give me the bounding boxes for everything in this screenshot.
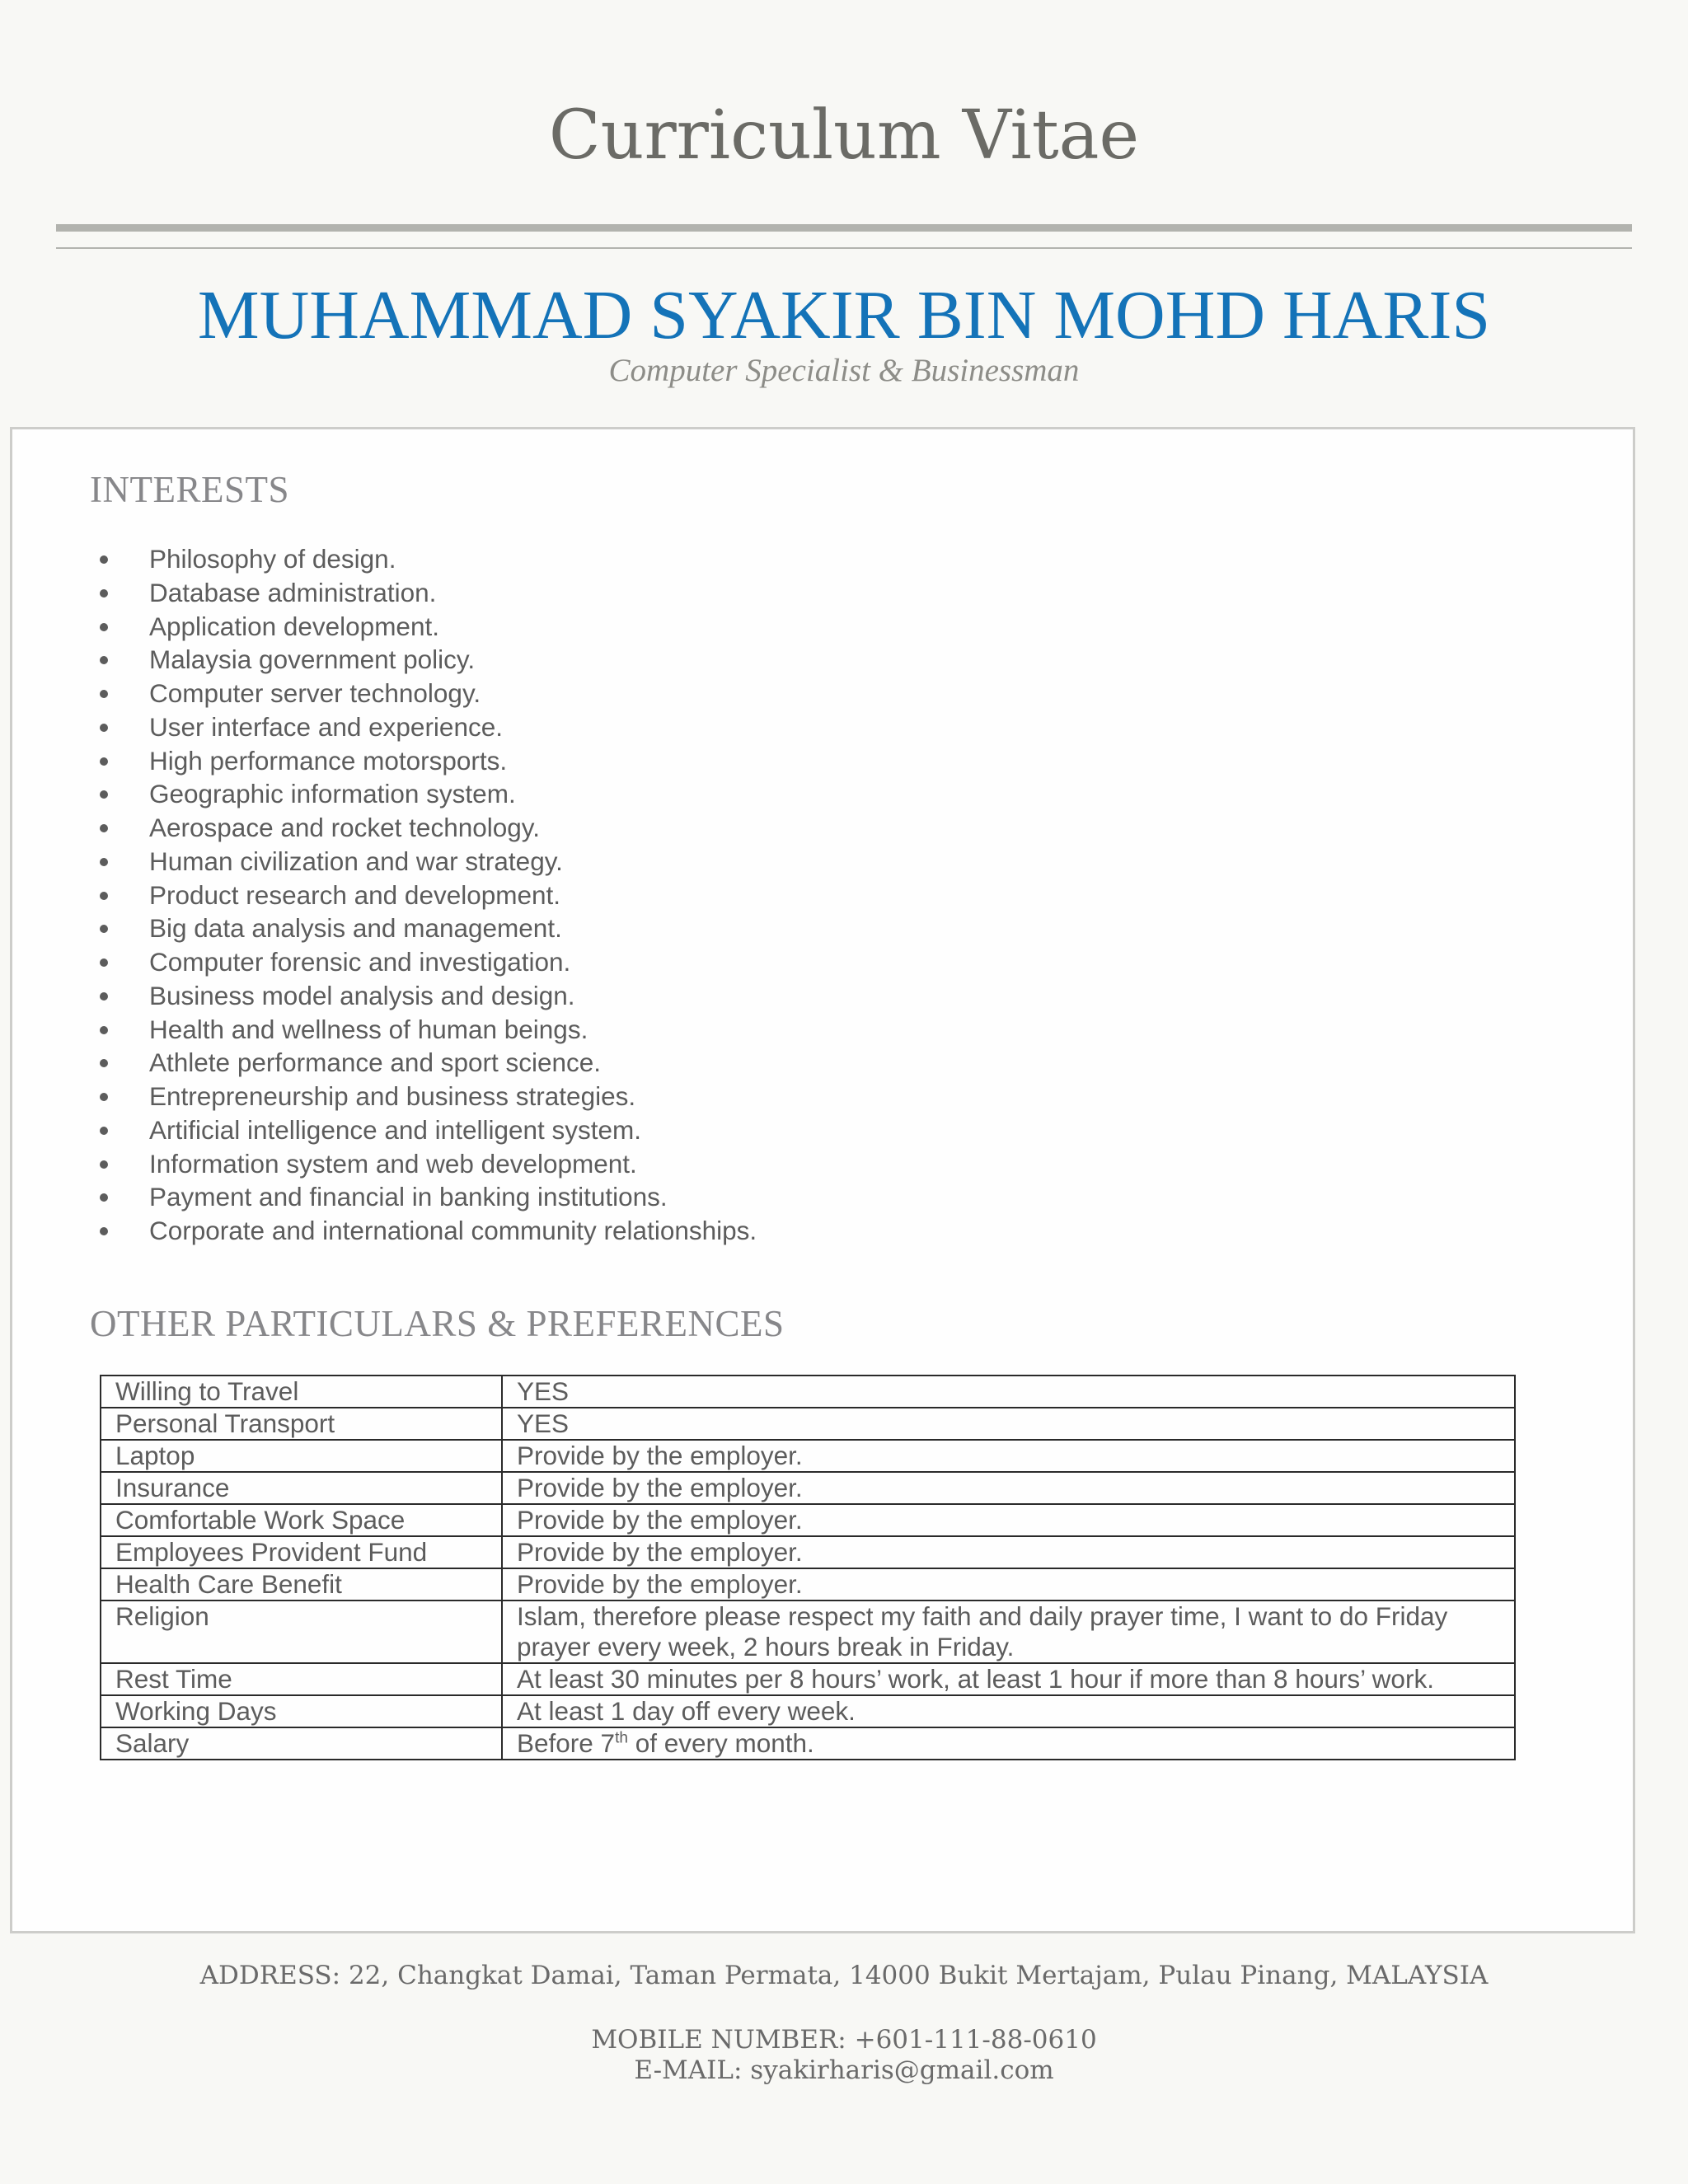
interest-text: Aerospace and rocket technology.	[149, 813, 540, 842]
bullet-icon	[100, 1227, 108, 1235]
preference-value-sup: th	[615, 1729, 628, 1747]
preference-value: YES	[502, 1408, 1515, 1440]
person-name: MUHAMMAD SYAKIR BIN MOHD HARIS	[197, 277, 1491, 354]
bullet-icon	[100, 992, 108, 1001]
preference-value-prefix: Before 7	[517, 1728, 616, 1758]
preference-value	[502, 1727, 1515, 1760]
bullet-icon	[100, 1160, 108, 1169]
bullet-icon	[100, 656, 108, 664]
list-item	[90, 1080, 757, 1113]
bullet-icon	[100, 1059, 108, 1067]
interest-text: Philosophy of design.	[149, 544, 396, 574]
table-row	[101, 1568, 1515, 1601]
preference-label: Salary	[101, 1727, 502, 1760]
footer-address: ADDRESS: 22, Changkat Damai, Taman Permata, 14000 Bukit Mertajam, Pulau Pinang, MALAYSIA	[199, 1961, 1489, 1990]
preference-label: Rest Time	[101, 1663, 502, 1695]
bullet-icon	[100, 892, 108, 900]
bullet-icon	[100, 790, 108, 799]
interest-text: Product research and development.	[149, 879, 561, 910]
preferences-table	[100, 1375, 1516, 1760]
bullet-icon	[100, 925, 108, 933]
list-item	[90, 912, 757, 945]
interest-text: Geographic information system.	[149, 779, 516, 809]
table-row	[101, 1663, 1515, 1695]
preference-value: Provide by the employer.	[502, 1536, 1515, 1568]
preference-label: Laptop	[101, 1440, 502, 1472]
table-row	[101, 1376, 1515, 1408]
bullet-icon	[100, 1093, 108, 1101]
interest-text: Information system and web development.	[149, 1148, 637, 1179]
preference-label: Employees Provident Fund	[101, 1536, 502, 1568]
bullet-icon	[100, 958, 108, 967]
list-item	[90, 1214, 757, 1248]
list-item	[90, 1180, 757, 1214]
table-row	[101, 1408, 1515, 1440]
preference-label: Comfortable Work Space	[101, 1504, 502, 1536]
preference-label: Health Care Benefit	[101, 1568, 502, 1601]
bullet-icon	[100, 724, 108, 732]
list-item	[90, 710, 757, 744]
list-item	[90, 643, 757, 677]
preference-label: Insurance	[101, 1472, 502, 1504]
list-item	[90, 1113, 757, 1147]
list-item	[90, 1046, 757, 1080]
interest-text: Database administration.	[149, 577, 437, 607]
bullet-icon	[100, 623, 108, 631]
bullet-icon	[100, 858, 108, 866]
preference-value: Provide by the employer.	[502, 1440, 1515, 1472]
bullet-icon	[100, 1127, 108, 1135]
table-row	[101, 1601, 1515, 1663]
table-row	[101, 1504, 1515, 1536]
preference-value: Islam, therefore please respect my faith and daily prayer time, I want to do Friday prayer every week, 2 hours break in Friday.	[502, 1601, 1515, 1663]
list-item	[90, 576, 757, 610]
header-divider-thin	[56, 247, 1632, 249]
bullet-icon	[100, 589, 108, 598]
list-item	[90, 979, 757, 1013]
interest-text: Malaysia government policy.	[149, 644, 476, 675]
interest-text: Human civilization and war strategy.	[149, 846, 563, 876]
interest-text: Big data analysis and management.	[149, 913, 562, 944]
interest-text: Athlete performance and sport science.	[149, 1047, 602, 1078]
bullet-icon	[100, 824, 108, 832]
person-subtitle: Computer Specialist & Businessman	[608, 353, 1080, 388]
interests-list	[90, 542, 757, 1248]
bullet-icon	[100, 555, 108, 564]
preference-label: Personal Transport	[101, 1408, 502, 1440]
list-item	[90, 945, 757, 979]
document-title: Curriculum Vitae	[548, 96, 1140, 175]
list-item	[90, 610, 757, 644]
bullet-icon	[100, 1026, 108, 1034]
list-item	[90, 677, 757, 710]
bullet-icon	[100, 690, 108, 698]
list-item	[90, 542, 757, 576]
preference-value: Provide by the employer.	[502, 1504, 1515, 1536]
interest-text: Business model analysis and design.	[149, 980, 575, 1010]
table-row	[101, 1695, 1515, 1727]
table-row	[101, 1536, 1515, 1568]
interest-text: Artificial intelligence and intelligent system.	[149, 1114, 642, 1145]
interest-text: Payment and financial in banking institutions.	[149, 1182, 668, 1212]
header-divider-thick	[56, 224, 1632, 232]
interest-text: Health and wellness of human beings.	[149, 1014, 588, 1044]
table-row	[101, 1440, 1515, 1472]
list-item	[90, 777, 757, 811]
footer-email: E-MAIL: syakirharis@gmail.com	[634, 2055, 1054, 2085]
list-item	[90, 1147, 757, 1181]
interest-text: Application development.	[149, 611, 439, 641]
list-item	[90, 879, 757, 912]
preference-value: Provide by the employer.	[502, 1472, 1515, 1504]
list-item	[90, 744, 757, 778]
preference-value-suffix: of every month.	[627, 1728, 814, 1758]
interest-text: User interface and experience.	[149, 711, 503, 742]
table-row	[101, 1472, 1515, 1504]
interest-text: Corporate and international community relationships.	[149, 1216, 757, 1245]
list-item	[90, 811, 757, 845]
interest-text: Computer server technology.	[149, 678, 481, 708]
preferences-heading: OTHER PARTICULARS & PREFERENCES	[90, 1303, 785, 1344]
preference-value: YES	[502, 1376, 1515, 1408]
list-item	[90, 1013, 757, 1047]
table-row	[101, 1727, 1515, 1760]
preference-value: At least 1 day off every week.	[502, 1695, 1515, 1727]
preference-value: At least 30 minutes per 8 hours’ work, at least 1 hour if more than 8 hours’ work.	[502, 1663, 1515, 1695]
interest-text: Entrepreneurship and business strategies.	[149, 1081, 636, 1111]
interest-text: High performance motorsports.	[149, 745, 508, 776]
interest-text: Computer forensic and investigation.	[149, 947, 571, 977]
preference-label: Willing to Travel	[101, 1376, 502, 1408]
bullet-icon	[100, 757, 108, 766]
footer-mobile: MOBILE NUMBER: +601-111-88-0610	[591, 2025, 1097, 2055]
preference-label: Working Days	[101, 1695, 502, 1727]
list-item	[90, 845, 757, 879]
preference-label: Religion	[101, 1601, 502, 1663]
bullet-icon	[100, 1193, 108, 1202]
preference-value: Provide by the employer.	[502, 1568, 1515, 1601]
interests-heading: INTERESTS	[90, 469, 290, 510]
